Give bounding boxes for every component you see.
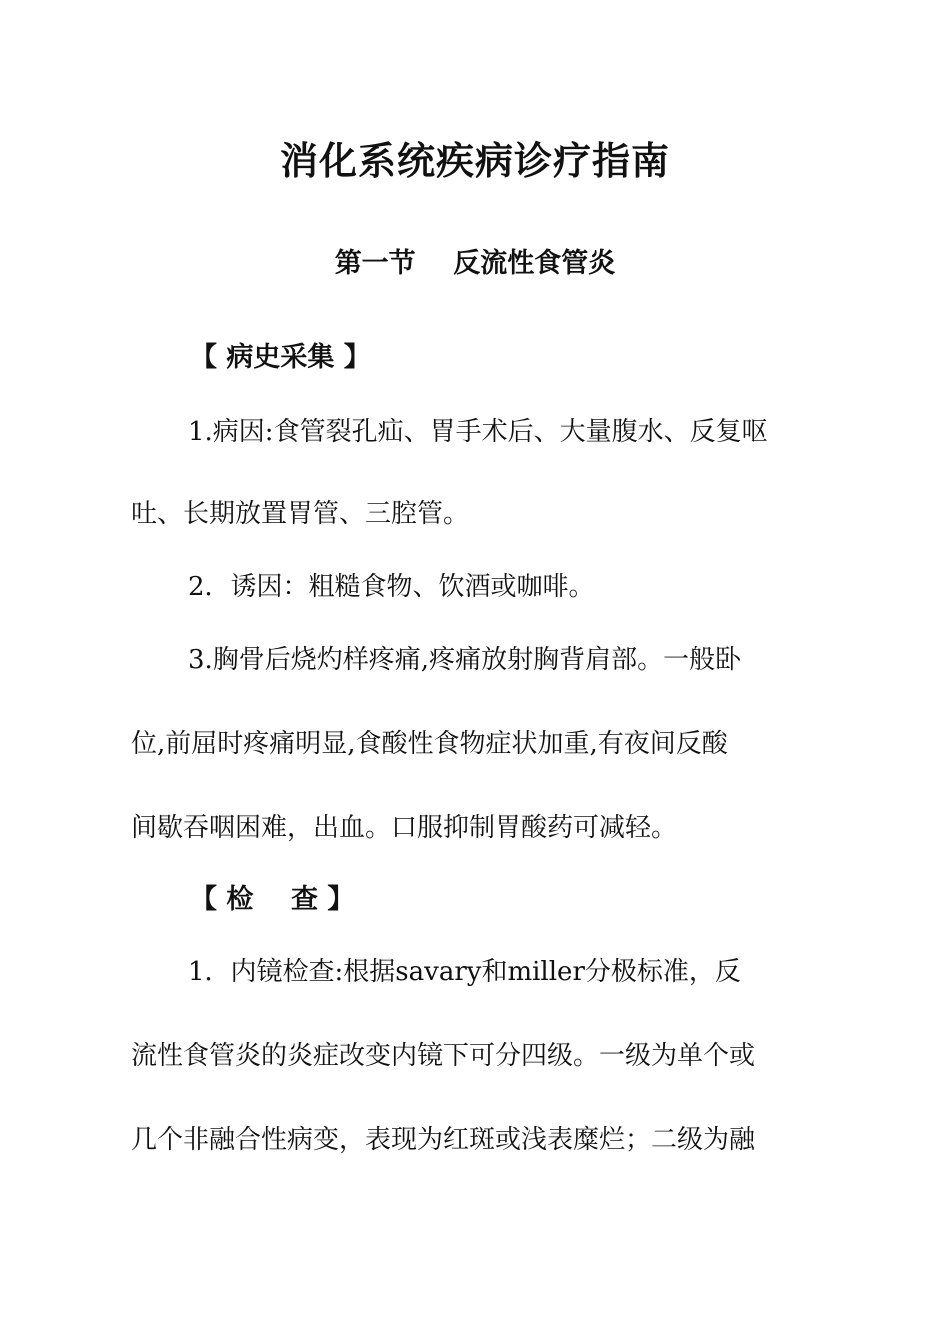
paragraph-line: 2．诱因：粗糙食物、饮酒或咖啡。 — [188, 572, 595, 602]
paragraph-line: 1.病因:食管裂孔疝、胃手术后、大量腹水、反复呕 — [188, 417, 768, 447]
heading-examination: 【 检 查 】 — [190, 884, 355, 915]
paragraph-line: 位,前屈时疼痛明显,食酸性食物症状加重,有夜间反酸 — [131, 729, 728, 759]
paragraph-line: 1．内镜检查:根据savary和miller分极标准，反 — [188, 957, 741, 987]
paragraph-line: 间歇吞咽困难，出血。口服抑制胃酸药可减轻。 — [131, 813, 678, 843]
exam-item-endoscopy — [131, 952, 821, 1160]
history-item-symptoms — [131, 640, 821, 848]
document-title: 消化系统疾病诊疗指南 — [279, 138, 670, 183]
section-title: 第一节 反流性食管炎 — [334, 248, 616, 279]
paragraph-line: 吐、长期放置胃管、三腔管。 — [131, 499, 470, 529]
paragraph-line: 几个非融合性病变，表现为红斑或浅表糜烂；二级为融 — [131, 1125, 756, 1155]
history-item-triggers — [131, 567, 821, 607]
heading-history-collection: 【 病史采集 】 — [190, 342, 371, 373]
paragraph-line: 流性食管炎的炎症改变内镜下可分四级。一级为单个或 — [131, 1041, 756, 1071]
history-item-etiology — [131, 412, 821, 534]
paragraph-line: 3.胸骨后烧灼样疼痛,疼痛放射胸背肩部。一般卧 — [188, 645, 742, 675]
